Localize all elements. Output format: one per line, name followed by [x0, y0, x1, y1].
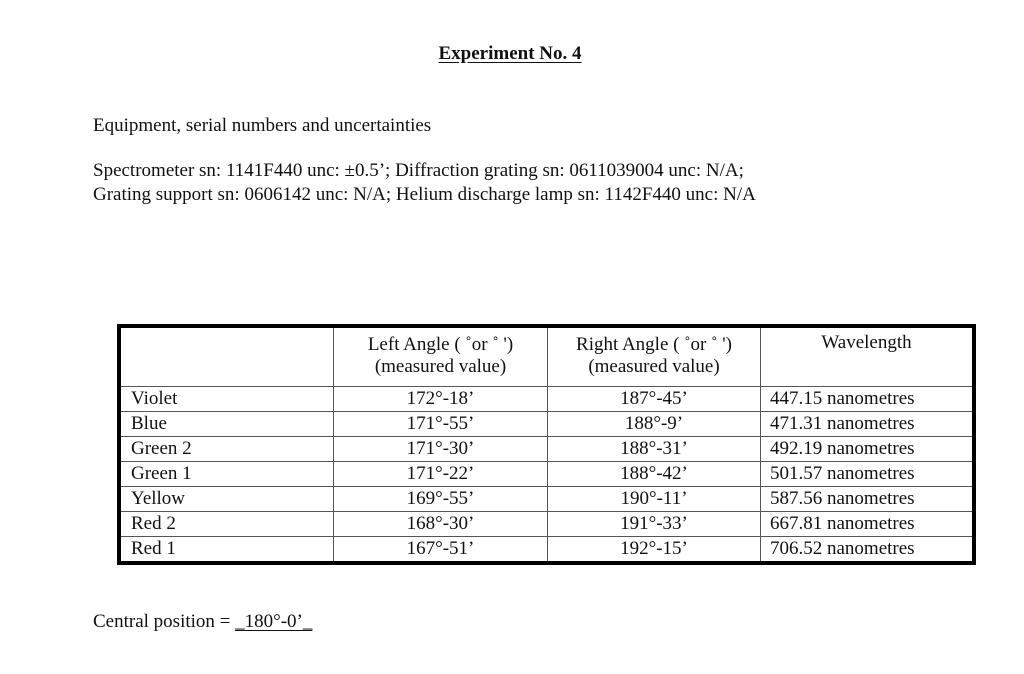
header-empty-cell	[119, 326, 334, 387]
header-wavelength: Wavelength	[761, 326, 975, 387]
measurements-table	[117, 324, 976, 565]
row-name-cell: Violet	[119, 387, 334, 412]
table-row	[119, 487, 974, 512]
left-angle-cell: 171°-55’	[334, 412, 548, 437]
wavelength-cell: 706.52 nanometres	[761, 537, 975, 564]
left-angle-cell: 172°-18’	[334, 387, 548, 412]
section-heading: Equipment, serial numbers and uncertainties	[93, 115, 432, 136]
wavelength-cell: 447.15 nanometres	[761, 387, 975, 412]
right-angle-cell: 188°-9’	[548, 412, 761, 437]
row-name-cell: Yellow	[119, 487, 334, 512]
header-right-angle	[548, 326, 761, 387]
header-left-angle-line1: Left Angle ( ˚or ˚ ')	[367, 334, 514, 355]
right-angle-cell: 188°-31’	[548, 437, 761, 462]
header-left-angle-line2: (measured value)	[374, 356, 507, 377]
left-angle-cell: 167°-51’	[334, 537, 548, 564]
table-header-row	[119, 326, 974, 387]
equipment-line-2: Grating support sn: 0606142 unc: N/A; Helium discharge lamp sn: 1142F440 unc: N/A	[93, 184, 756, 205]
left-angle-cell: 168°-30’	[334, 512, 548, 537]
wavelength-cell: 587.56 nanometres	[761, 487, 975, 512]
central-position-label: Central position =	[93, 611, 236, 632]
header-right-angle-line1: Right Angle ( ˚or ˚ ')	[576, 334, 732, 355]
right-angle-cell: 192°-15’	[548, 537, 761, 564]
document-title: Experiment No. 4	[438, 43, 582, 64]
wavelength-cell: 471.31 nanometres	[761, 412, 975, 437]
central-position	[93, 611, 312, 633]
row-name-cell: Blue	[119, 412, 334, 437]
row-name-cell: Green 1	[119, 462, 334, 487]
row-name-cell: Red 1	[119, 537, 334, 564]
equipment-line-1: Spectrometer sn: 1141F440 unc: ±0.5’; Diffraction grating sn: 0611039004 unc: N/A;	[93, 160, 744, 181]
left-angle-cell: 169°-55’	[334, 487, 548, 512]
central-position-value: _180°-0’_	[235, 611, 313, 632]
table-row	[119, 537, 974, 564]
table-row	[119, 462, 974, 487]
table-row	[119, 412, 974, 437]
right-angle-cell: 190°-11’	[548, 487, 761, 512]
wavelength-cell: 667.81 nanometres	[761, 512, 975, 537]
right-angle-cell: 191°-33’	[548, 512, 761, 537]
left-angle-cell: 171°-22’	[334, 462, 548, 487]
wavelength-cell: 501.57 nanometres	[761, 462, 975, 487]
table-row	[119, 512, 974, 537]
table-row	[119, 387, 974, 412]
left-angle-cell: 171°-30’	[334, 437, 548, 462]
header-left-angle	[334, 326, 548, 387]
wavelength-cell: 492.19 nanometres	[761, 437, 975, 462]
row-name-cell: Green 2	[119, 437, 334, 462]
header-right-angle-line2: (measured value)	[588, 356, 720, 377]
table-row	[119, 437, 974, 462]
row-name-cell: Red 2	[119, 512, 334, 537]
right-angle-cell: 188°-42’	[548, 462, 761, 487]
right-angle-cell: 187°-45’	[548, 387, 761, 412]
